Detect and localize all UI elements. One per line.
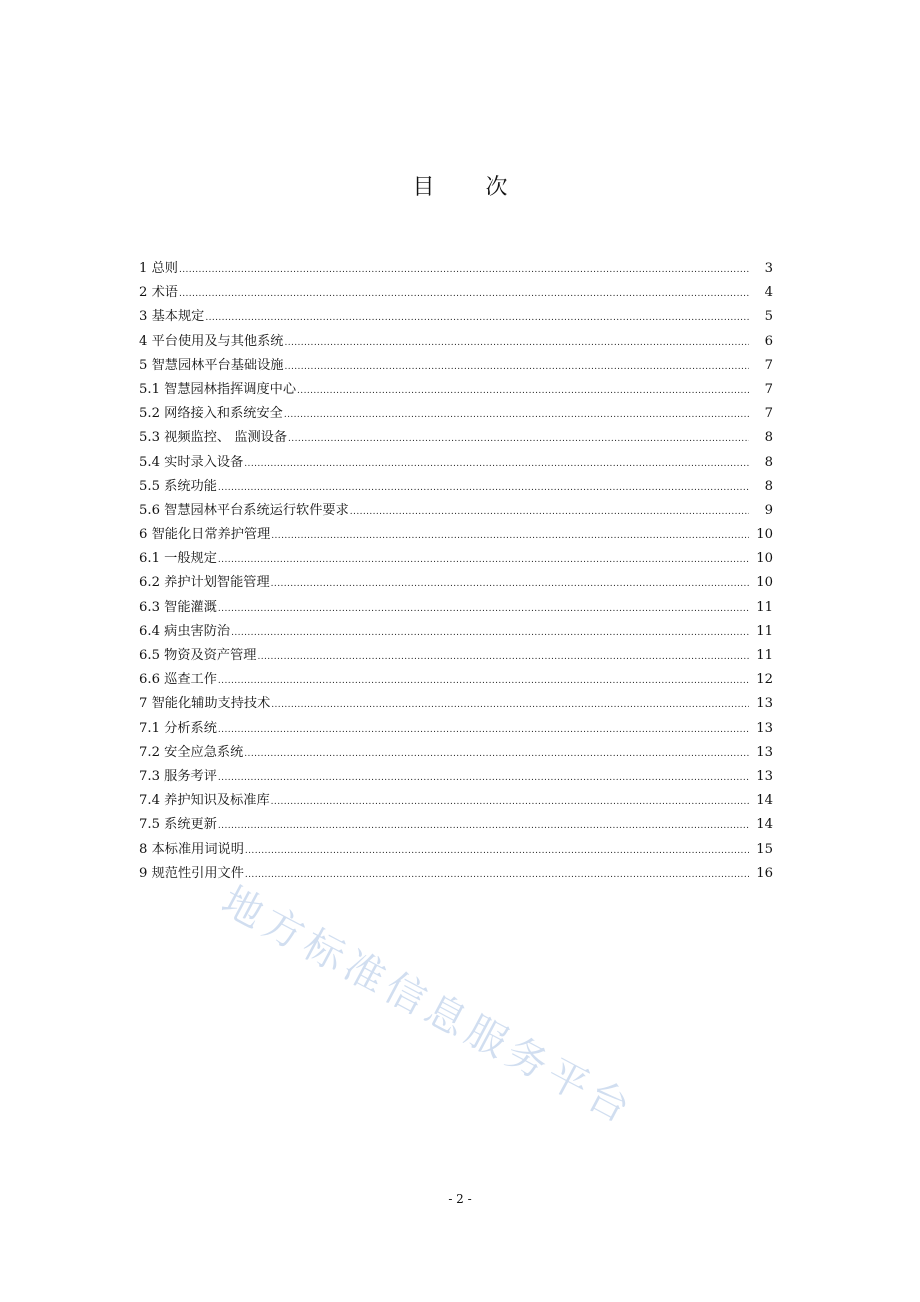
toc-leader-dots — [271, 572, 749, 596]
toc-entry-label: 7.3 服务考评 — [139, 768, 217, 784]
toc-entry-label: 2 术语 — [139, 285, 178, 301]
toc-entry-label: 1 总则 — [139, 261, 178, 276]
toc-entry-label: 5.1 智慧园林指挥调度中心 — [139, 381, 297, 397]
toc-leader-dots — [284, 331, 749, 355]
toc-entry-page: 10 — [756, 527, 773, 543]
toc-entry-label: 3 基本规定 — [139, 309, 205, 325]
toc-entry-label: 6.4 病虫害防治 — [139, 623, 231, 639]
toc-entry-label: 7.4 养护知识及标准库 — [139, 793, 270, 809]
toc-entry[interactable] — [139, 281, 773, 305]
toc-leader-dots — [284, 355, 749, 379]
toc-entry-page: 5 — [764, 309, 773, 325]
toc-entry-label: 5.2 网络接入和系统安全 — [139, 406, 283, 422]
toc-title: 目 次 — [412, 175, 530, 200]
toc-entry-label: 6.1 一般规定 — [139, 551, 217, 567]
toc-entry-page: 7 — [764, 357, 773, 373]
toc-entry-page: 12 — [756, 672, 773, 688]
toc-entry-page: 13 — [756, 744, 773, 760]
toc-entry-label: 5.4 实时录入设备 — [139, 454, 244, 470]
toc-leader-dots — [218, 814, 749, 838]
toc-entry-label: 7.5 系统更新 — [139, 817, 217, 833]
toc-entry-page: 11 — [756, 599, 773, 615]
toc-entry-page: 11 — [756, 623, 773, 639]
toc-entry-label: 7 智能化辅助支持技术 — [139, 696, 271, 712]
toc-entry-page: 8 — [764, 454, 773, 470]
toc-entry[interactable] — [139, 451, 773, 475]
toc-entry-page: 14 — [756, 817, 773, 833]
toc-entry-label: 5.3 视频监控、 监测设备 — [139, 430, 288, 446]
toc-entry-label: 6.2 养护计划智能管理 — [139, 575, 270, 591]
toc-entry[interactable] — [139, 620, 773, 644]
toc-entry[interactable] — [139, 475, 773, 499]
toc-entry[interactable] — [139, 330, 773, 354]
toc-entry[interactable] — [139, 644, 773, 668]
toc-leader-dots — [271, 693, 749, 717]
toc-leader-dots — [245, 839, 749, 863]
toc-entry-page: 14 — [756, 793, 773, 809]
toc-entry[interactable] — [139, 741, 773, 765]
toc-leader-dots — [231, 621, 749, 645]
toc-entry-page: 10 — [756, 575, 773, 591]
toc-entry-page: 13 — [756, 696, 773, 712]
toc-entry[interactable] — [139, 789, 773, 813]
toc-leader-dots — [218, 597, 749, 621]
toc-entry-label: 9 规范性引用文件 — [139, 865, 244, 881]
toc-leader-dots — [257, 645, 749, 669]
toc-leader-dots — [244, 452, 749, 476]
toc-entry-label: 7.2 安全应急系统 — [139, 744, 244, 760]
toc-entry-page: 10 — [756, 551, 773, 567]
toc-entry-page: 7 — [764, 406, 773, 422]
toc-entry[interactable] — [139, 257, 773, 281]
toc-leader-dots — [218, 766, 749, 790]
toc-leader-dots — [244, 742, 749, 766]
toc-entry[interactable] — [139, 426, 773, 450]
toc-entry[interactable] — [139, 813, 773, 837]
toc-leader-dots — [271, 790, 749, 814]
toc-entry-label: 6 智能化日常养护管理 — [139, 527, 271, 543]
toc-entry-page: 3 — [764, 261, 773, 276]
toc-entry-page: 6 — [764, 333, 773, 349]
toc-leader-dots — [284, 403, 749, 427]
toc-entry-label: 6.3 智能灌溉 — [139, 599, 217, 615]
toc-entry-label: 5.5 系统功能 — [139, 478, 217, 494]
toc-entry[interactable] — [139, 765, 773, 789]
toc-entry-page: 13 — [756, 768, 773, 784]
toc-leader-dots — [245, 863, 749, 887]
toc-leader-dots — [271, 524, 749, 548]
toc-entry-label: 7.1 分析系统 — [139, 720, 217, 736]
toc-leader-dots — [179, 282, 749, 306]
toc-entry-label: 6.6 巡查工作 — [139, 672, 217, 688]
toc-leader-dots — [218, 718, 749, 742]
toc-entry[interactable] — [139, 717, 773, 741]
toc-leader-dots — [288, 427, 749, 451]
toc-entry-page: 9 — [764, 502, 773, 518]
toc-leader-dots — [179, 258, 749, 282]
toc-entry[interactable] — [139, 596, 773, 620]
page-number: - 2 - — [448, 1192, 472, 1206]
toc-entry[interactable] — [139, 838, 773, 862]
toc-entry[interactable] — [139, 378, 773, 402]
toc-entry[interactable] — [139, 354, 773, 378]
toc-entry-label: 6.5 物资及资产管理 — [139, 648, 257, 663]
toc-entry[interactable] — [139, 547, 773, 571]
table-of-contents — [139, 257, 773, 886]
toc-entry-page: 4 — [764, 285, 773, 301]
toc-leader-dots — [350, 500, 749, 524]
toc-entry-label: 8 本标准用词说明 — [139, 841, 244, 857]
toc-leader-dots — [205, 306, 749, 330]
toc-entry[interactable] — [139, 571, 773, 595]
toc-entry-page: 11 — [756, 648, 773, 663]
toc-entry[interactable] — [139, 668, 773, 692]
toc-entry[interactable] — [139, 523, 773, 547]
toc-entry-label: 5 智慧园林平台基础设施 — [139, 357, 284, 373]
toc-entry-page: 7 — [764, 381, 773, 397]
toc-entry-page: 13 — [756, 720, 773, 736]
toc-entry[interactable] — [139, 692, 773, 716]
toc-entry-label: 5.6 智慧园林平台系统运行软件要求 — [139, 502, 349, 518]
toc-leader-dots — [218, 476, 749, 500]
toc-leader-dots — [218, 669, 749, 693]
toc-entry-label: 4 平台使用及与其他系统 — [139, 333, 284, 349]
toc-leader-dots — [297, 379, 749, 403]
toc-entry[interactable] — [139, 499, 773, 523]
toc-leader-dots — [218, 548, 749, 572]
toc-entry-page: 15 — [756, 841, 773, 857]
watermark: 地方标准信息服务平台 — [214, 877, 642, 1135]
toc-entry-page: 8 — [764, 478, 773, 494]
toc-entry-page: 16 — [756, 865, 773, 881]
toc-entry[interactable] — [139, 305, 773, 329]
toc-entry[interactable] — [139, 402, 773, 426]
toc-entry-page: 8 — [764, 430, 773, 446]
